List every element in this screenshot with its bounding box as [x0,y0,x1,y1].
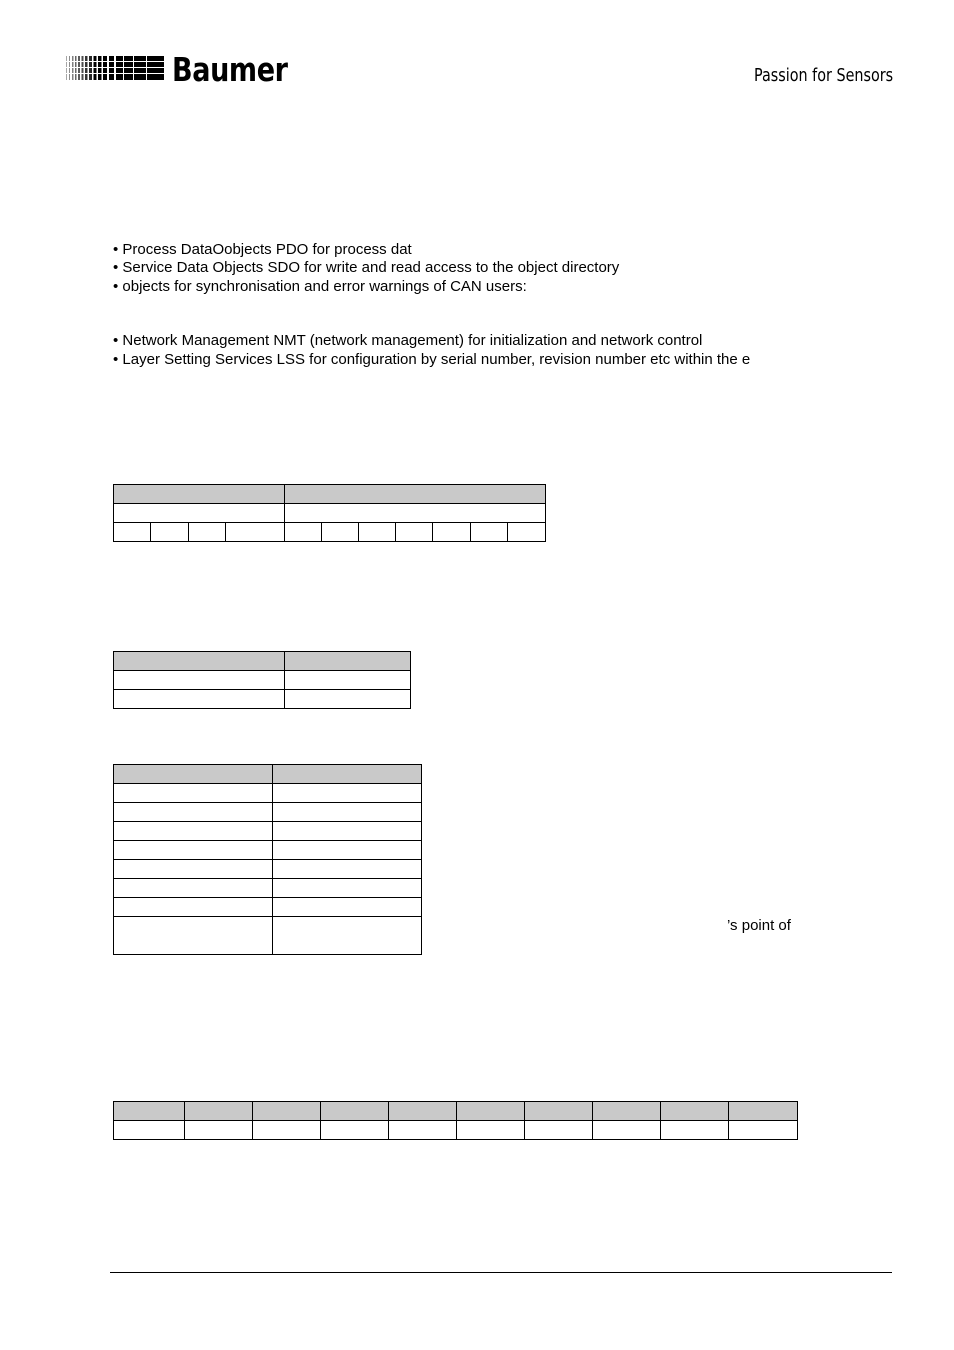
list-item: • objects for synchronisation and error warnings of CAN users: [113,278,527,295]
table-cell [226,523,285,542]
table-cell [253,1121,321,1140]
footer-divider [110,1272,892,1273]
table-cell [253,1102,321,1121]
table-row [114,917,422,955]
table-cell [285,504,546,523]
brand-name: Baumer [172,50,288,89]
table-cell [114,917,273,955]
table-cell [273,879,422,898]
table-row [114,898,422,917]
table-cell [114,803,273,822]
table-row [114,690,411,709]
tagline: Passion for Sensors [754,66,894,86]
table-cell [114,504,285,523]
table-3 [113,764,422,955]
table-cell [508,523,546,542]
table-cell [661,1121,729,1140]
list-item: • Layer Setting Services LSS for configuration by serial number, revision number etc within the e [113,351,751,368]
table-row [114,523,546,542]
table-cell [593,1121,661,1140]
table-cell [114,652,285,671]
table-1 [113,484,546,542]
table-4 [113,1101,798,1140]
table-row [114,671,411,690]
table-cell [729,1121,798,1140]
table-cell [273,917,422,955]
table-cell [433,523,471,542]
list-item: • Network Management NMT (network management) for initialization and network control [113,332,703,349]
table-cell [457,1102,525,1121]
table-row [114,1102,798,1121]
table-cell [285,671,411,690]
table-cell [273,841,422,860]
table-row [114,765,422,784]
table-cell [285,690,411,709]
list-item: • Service Data Objects SDO for write and read access to the object directory [113,259,620,276]
text-fragment: ’s point of [727,917,791,934]
table-cell [457,1121,525,1140]
baumer-logo-icon [66,52,166,84]
table-cell [151,523,189,542]
table-row [114,504,546,523]
table-cell [729,1102,798,1121]
table-row [114,485,546,504]
table-cell [285,485,546,504]
table-cell [273,784,422,803]
table-cell [285,523,322,542]
table-cell [189,523,226,542]
table-cell [273,898,422,917]
table-cell [525,1102,593,1121]
table-cell [273,765,422,784]
table-cell [114,1121,185,1140]
table-cell [273,822,422,841]
table-cell [114,485,285,504]
table-cell [322,523,359,542]
table-cell [114,765,273,784]
table-cell [114,841,273,860]
table-cell [285,652,411,671]
table-cell [114,822,273,841]
table-cell [396,523,433,542]
table-row [114,803,422,822]
table-cell [114,690,285,709]
list-item: • Process DataOobjects PDO for process dat [113,241,412,258]
table-cell [114,898,273,917]
table-cell [273,860,422,879]
table-cell [114,523,151,542]
table-cell [273,803,422,822]
table-row [114,860,422,879]
table-cell [389,1121,457,1140]
table-cell [114,879,273,898]
table-cell [389,1102,457,1121]
table-cell [114,1102,185,1121]
table-cell [593,1102,661,1121]
table-cell [185,1102,253,1121]
table-cell [114,671,285,690]
table-cell [661,1102,729,1121]
table-row [114,879,422,898]
table-cell [471,523,508,542]
table-2 [113,651,411,709]
table-row [114,1121,798,1140]
table-cell [114,784,273,803]
table-cell [321,1121,389,1140]
table-cell [359,523,396,542]
table-row [114,652,411,671]
table-cell [114,860,273,879]
table-cell [185,1121,253,1140]
table-row [114,841,422,860]
table-cell [525,1121,593,1140]
table-row [114,822,422,841]
table-row [114,784,422,803]
table-cell [321,1102,389,1121]
